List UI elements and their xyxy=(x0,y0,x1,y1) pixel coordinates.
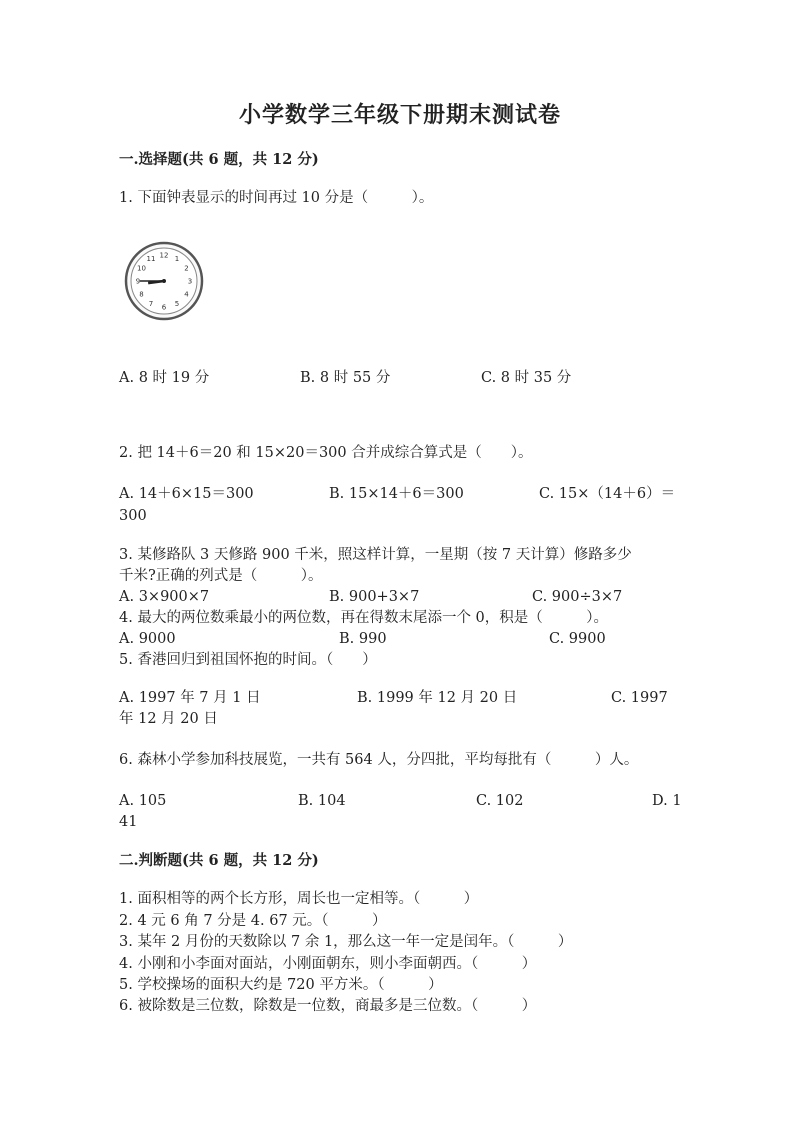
question-5-option-b: B. 1999 年 12 月 20 日 xyxy=(357,690,518,706)
clock-number: 11 xyxy=(146,254,156,263)
judgement-item-6: 6. 被除数是三位数，除数是一位数，商最多是三位数。（ ） xyxy=(119,998,537,1014)
judgement-item-1: 1. 面积相等的两个长方形，周长也一定相等。（ ） xyxy=(119,891,479,907)
question-6-option-c: C. 102 xyxy=(476,793,524,809)
question-4-text: 4. 最大的两位数乘最小的两位数，再在得数末尾添一个 0，积是（ ）。 xyxy=(119,610,609,626)
question-3-option-c: C. 900÷3×7 xyxy=(532,589,623,605)
question-1-option-b: B. 8 时 55 分 xyxy=(300,370,391,386)
question-3-text: 3. 某修路队 3 天修路 900 千米，照这样计算，一星期（按 7 天计算）修路多少 xyxy=(119,547,632,563)
question-1-option-a: A. 8 时 19 分 xyxy=(119,370,210,386)
section-heading-judgement: 二.判断题(共 6 题，共 12 分) xyxy=(119,852,319,869)
question-6-option-a: A. 105 xyxy=(119,793,167,809)
question-3-option-a: A. 3×900×7 xyxy=(119,589,210,605)
clock-number: 4 xyxy=(184,290,189,299)
clock-number: 10 xyxy=(137,264,146,273)
clock-number: 5 xyxy=(174,300,180,309)
question-3-option-b: B. 900+3×7 xyxy=(329,589,420,605)
judgement-item-4: 4. 小刚和小李面对面站，小刚面朝东，则小李面朝西。（ ） xyxy=(119,956,537,972)
judgement-item-2: 2. 4 元 6 角 7 分是 4. 67 元。（ ） xyxy=(119,913,387,929)
judgement-item-3: 3. 某年 2 月份的天数除以 7 余 1，那么这一年一定是闰年。（ ） xyxy=(119,934,573,950)
clock-number: 6 xyxy=(161,303,167,312)
question-1-text: 1. 下面钟表显示的时间再过 10 分是（ ）。 xyxy=(119,190,434,206)
clock-number: 9 xyxy=(135,277,141,286)
question-2-option-c: C. 15×（14＋6）＝ xyxy=(539,486,676,502)
judgement-item-5: 5. 学校操场的面积大约是 720 平方米。（ ） xyxy=(119,977,443,993)
clock-image xyxy=(124,241,204,321)
question-4-option-a: A. 9000 xyxy=(119,631,176,647)
question-4-option-b: B. 990 xyxy=(339,631,387,647)
question-2-option-a: A. 14＋6×15＝300 xyxy=(119,486,254,502)
question-5-text: 5. 香港回归到祖国怀抱的时间。（ ） xyxy=(119,652,377,668)
clock-number: 12 xyxy=(159,251,169,260)
question-2-option-b: B. 15×14＋6＝300 xyxy=(329,486,464,502)
clock-number: 8 xyxy=(139,290,144,299)
question-5-option-a: A. 1997 年 7 月 1 日 xyxy=(119,690,261,706)
clock-number: 7 xyxy=(148,300,154,309)
question-6-text: 6. 森林小学参加科技展览，一共有 564 人，分四批，平均每批有（ ）人。 xyxy=(119,752,639,768)
question-5-option-c: C. 1997 xyxy=(611,690,668,706)
question-4-option-c: C. 9900 xyxy=(549,631,606,647)
question-5-option-c-cont: 年 12 月 20 日 xyxy=(119,711,218,727)
question-6-option-d-cont: 41 xyxy=(119,814,138,830)
question-2-text: 2. 把 14＋6＝20 和 15×20＝300 合并成综合算式是（ ）。 xyxy=(119,445,533,461)
question-6-option-d: D. 1 xyxy=(652,793,682,809)
clock-number: 1 xyxy=(174,254,180,263)
clock-number: 2 xyxy=(184,264,189,273)
question-3-text-cont: 千米?正确的列式是（ ）。 xyxy=(119,568,323,584)
question-6-option-b: B. 104 xyxy=(298,793,346,809)
clock-number: 3 xyxy=(187,277,193,286)
question-2-option-c-cont: 300 xyxy=(119,508,147,524)
page-title: 小学数学三年级下册期末测试卷 xyxy=(238,102,561,128)
question-1-option-c: C. 8 时 35 分 xyxy=(481,370,572,386)
section-heading-choice: 一.选择题(共 6 题，共 12 分) xyxy=(119,151,319,168)
